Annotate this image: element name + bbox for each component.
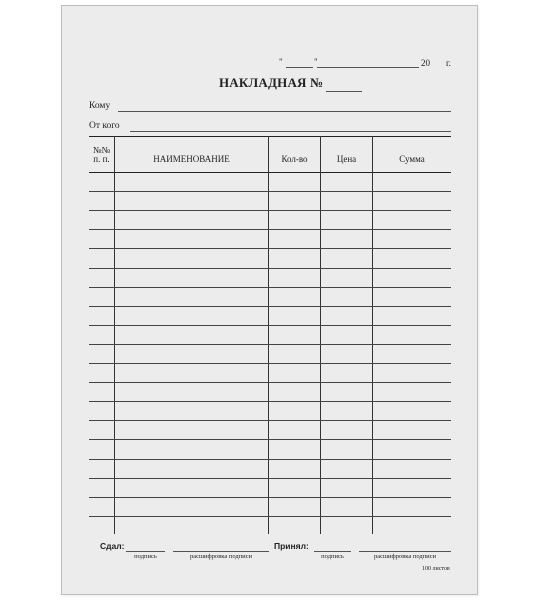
table-row-line [89,287,451,288]
month-blank [317,67,419,68]
table-row-line [89,325,451,326]
table-row-line [89,497,451,498]
table-row-line [89,229,451,230]
header-sum: Сумма [399,154,425,164]
invoice-form-sheet [61,5,478,595]
table-row-line [89,401,451,402]
header-quantity: Кол-во [281,154,308,164]
to-label: Кому [89,101,111,111]
table-row-line [89,439,451,440]
year-prefix: 20 [421,58,430,68]
header-number-line1: №№ [92,145,111,155]
invoice-number-blank [326,91,362,92]
form-title: НАКЛАДНАЯ № [219,75,324,90]
column-separator-price [372,136,373,534]
table-row-line [89,210,451,211]
table-row-line [89,248,451,249]
received-decode-caption: расшифровка подписи [373,553,437,560]
table-row-line [89,306,451,307]
gave-label: Сдал: [100,541,125,551]
received-signature-line [314,551,351,552]
date-close-quote: " [314,57,318,67]
to-field-line [118,111,451,112]
gave-signature-line [126,551,165,552]
column-separator-number [114,136,115,534]
column-separator-name [268,136,269,534]
header-bottom-border [89,172,451,173]
sheet-count-note: 100 листов [422,566,450,572]
gave-decode-caption: расшифровка подписи [189,553,253,560]
received-decode-line [359,551,451,552]
table-top-border [89,136,451,137]
column-separator-quantity [320,136,321,534]
date-line [62,6,479,76]
table-row-line [89,268,451,269]
table-row-line [89,420,451,421]
received-label: Принял: [274,541,309,551]
header-price: Цена [336,154,357,164]
table-row-line [89,382,451,383]
day-blank [286,67,313,68]
table-row-line [89,344,451,345]
header-row-number [89,146,114,164]
table-row-line [89,516,451,517]
from-label: От кого [89,121,120,131]
table-row-line [89,191,451,192]
header-name: НАИМЕНОВАНИЕ [153,154,230,164]
table-row-line [89,478,451,479]
table-row-line [89,363,451,364]
table-row-line [89,459,451,460]
goods-table [89,132,451,534]
received-signature-caption: подпись [321,553,344,560]
date-open-quote: " [279,57,283,67]
header-number-line2: п. п. [93,154,110,164]
gave-decode-line [173,551,269,552]
year-suffix: г. [446,58,451,68]
gave-signature-caption: подпись [134,553,157,560]
